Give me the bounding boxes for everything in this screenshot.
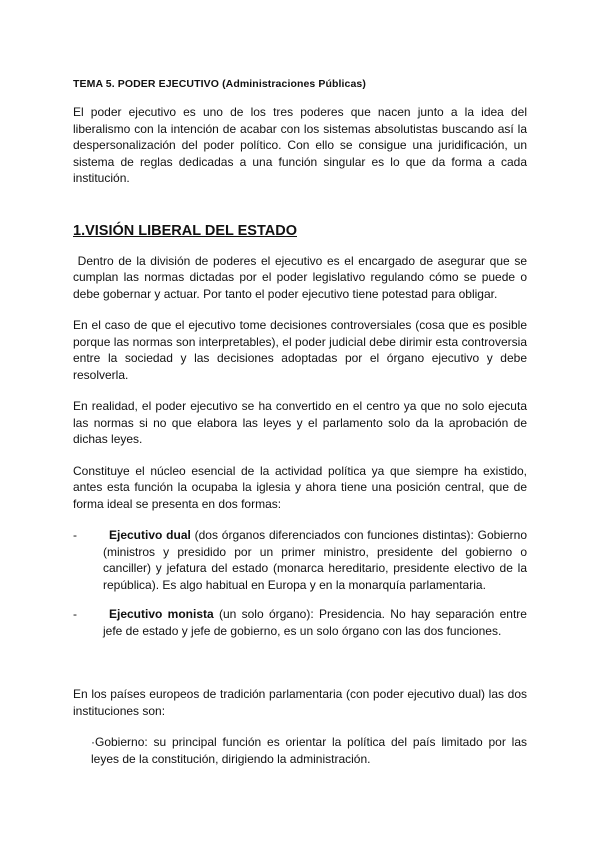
spacer — [73, 652, 527, 686]
paragraph: Constituye el núcleo esencial de la actividad política ya que siempre ha existido, antes esta función la ocupaba la iglesia y ahora tiene una posición central, que de forma ideal se presenta en dos formas: — [73, 463, 527, 511]
paragraph: En el caso de que el ejecutivo tome decisiones controversiales (cosa que es posible porque las normas son interpretables), el poder judicial debe dirimir esta controversia entre la sociedad y las decisiones adoptadas por el órgano ejecutivo y debe resolverla. — [73, 318, 527, 382]
closing-paragraph: En los países europeos de tradición parlamentaria (con poder ejecutivo dual) las dos instituciones son: — [73, 687, 527, 718]
bullet-text — [103, 527, 527, 593]
sub-item-gobierno: ·Gobierno: su principal función es orientar la política del país limitado por las leyes de la constitución, dirigiendo la administración. — [91, 735, 527, 766]
paragraph: Dentro de la división de poderes el ejecutivo es el encargado de asegurar que se cumplan las normas dictadas por el poder legislativo regulando cómo se puede o debe gobernar y actuar. Por tanto el poder ejecutivo tiene potestad para obligar. — [73, 253, 531, 301]
bullet-term: Ejecutivo dual — [109, 528, 191, 542]
title-main: TEMA 5. PODER EJECUTIVO — [73, 78, 220, 90]
bullet-description: (un solo órgano): Presidencia. No hay separación entre jefe de estado y jefe de gobierno, es un solo órgano con las dos funciones. — [103, 607, 527, 638]
bullet-description: (dos órganos diferenciados con funciones distintas): Gobierno (ministros y presidido por un primer ministro, presidente del gobierno o canciller) y jefatura del estado (monarca hereditario, presidente electivo de la república). Es algo habitual en Europa y en la monarquía parlamentaria. — [103, 528, 527, 592]
title-subtitle: (Administraciones Públicas) — [222, 78, 366, 90]
bullet-item-dual — [73, 527, 527, 593]
bullet-term: Ejecutivo monista — [109, 607, 214, 621]
bullet-text — [103, 606, 527, 639]
bullet-dash: - — [73, 607, 77, 621]
bullet-item-monista — [73, 606, 527, 639]
bullet-dash: - — [73, 528, 77, 542]
paragraph: En realidad, el poder ejecutivo se ha convertido en el centro ya que no solo ejecuta las normas si no que elabora las leyes y el parlamento solo da la aprobación de dichas leyes. — [73, 399, 527, 446]
section-heading: 1.VISIÓN LIBERAL DEL ESTADO — [73, 222, 297, 239]
intro-paragraph: El poder ejecutivo es uno de los tres poderes que nacen junto a la idea del liberalismo con la intención de acabar con los sistemas absolutistas buscando así la despersonalización del poder político. Con ello se consigue una juridificación, un sistema de reglas dedicadas a una función singular es lo que da forma a cada institución. — [73, 105, 527, 185]
document-title — [73, 78, 527, 90]
